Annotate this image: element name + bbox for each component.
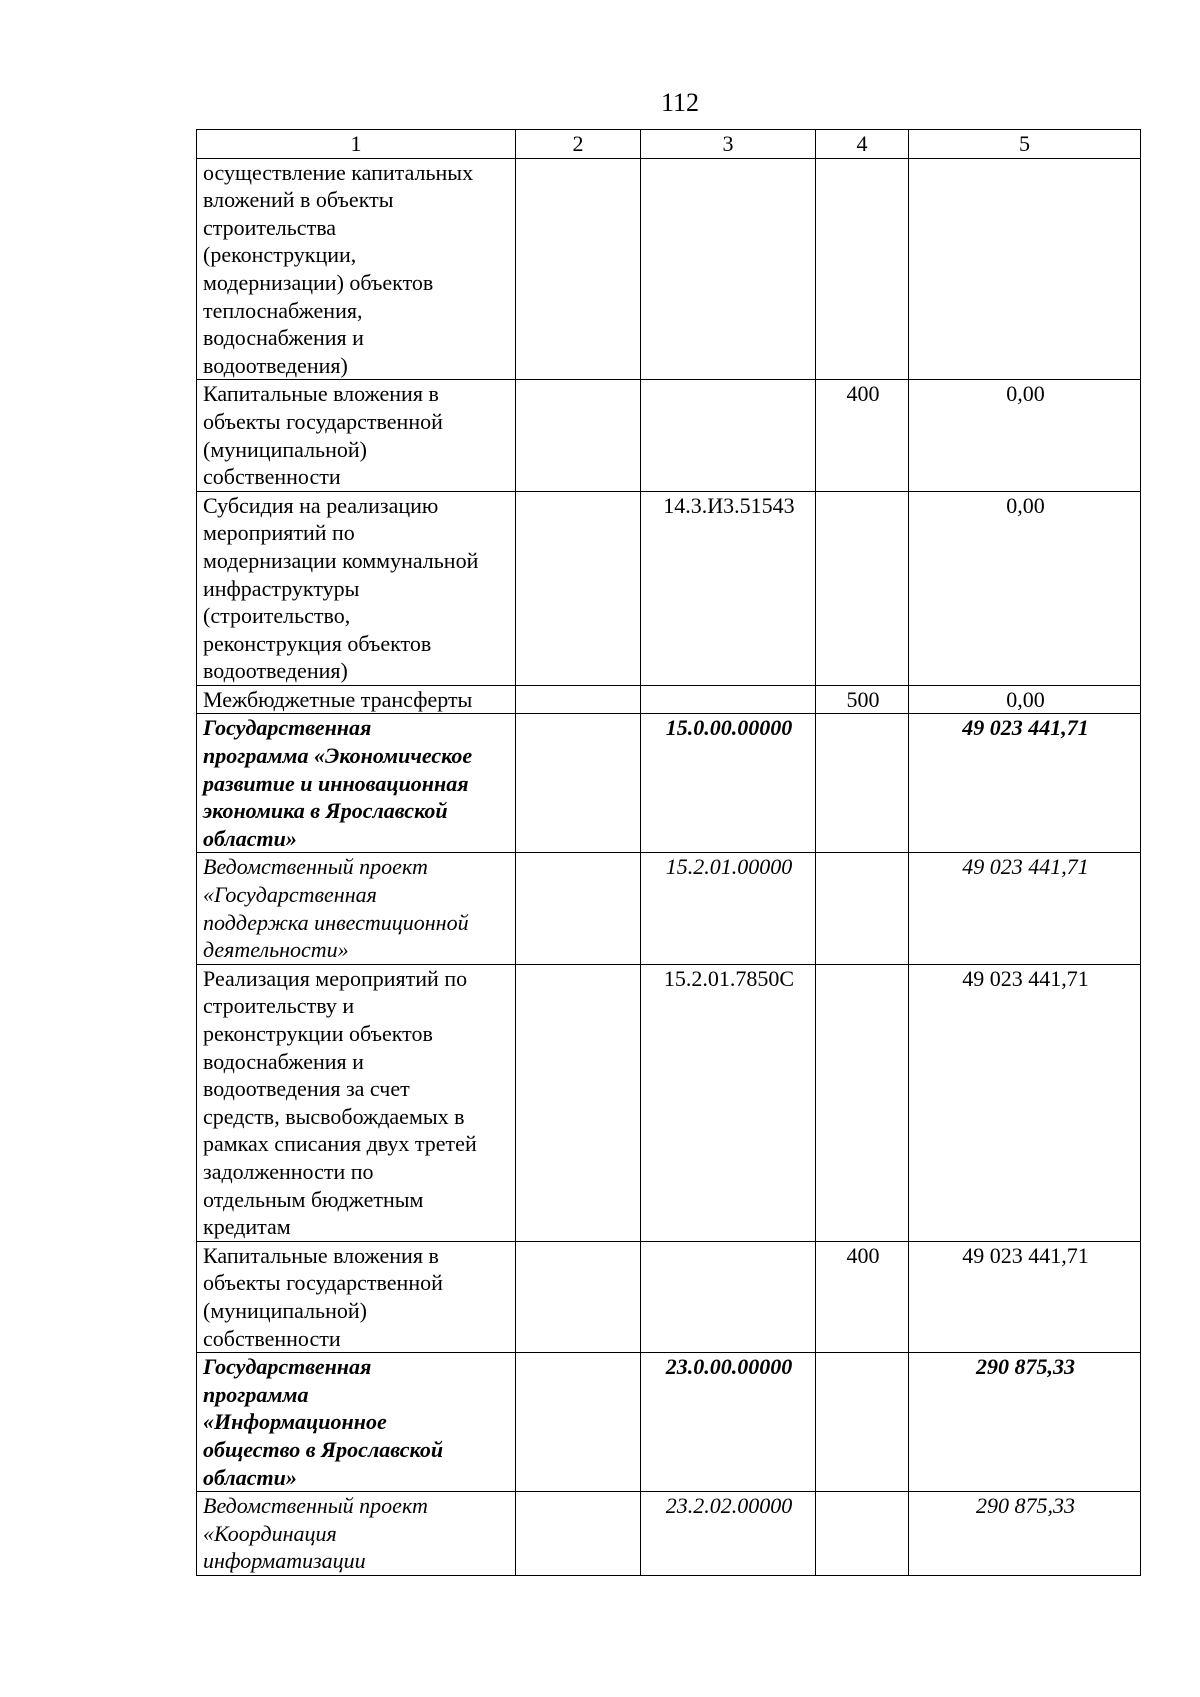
row-amount bbox=[909, 964, 1141, 1241]
row-name-text: Ведомственный проект «Государственная поддержка инвестиционной деятельности» bbox=[203, 854, 469, 963]
row-col-2 bbox=[516, 1241, 641, 1352]
row-amount bbox=[909, 714, 1141, 853]
row-amount-text: 49 023 441,71 bbox=[962, 1242, 1089, 1268]
row-expense-type bbox=[816, 491, 909, 685]
row-amount bbox=[909, 1492, 1141, 1576]
row-expense-type bbox=[816, 1353, 909, 1492]
row-program-code-text: 23.0.00.00000 bbox=[665, 1354, 793, 1380]
row-amount-text: 290 875,33 bbox=[976, 1354, 1075, 1380]
row-name-text: Межбюджетные трансферты bbox=[203, 686, 473, 712]
header-col-2: 2 bbox=[516, 130, 641, 159]
row-amount-text: 0,00 bbox=[1006, 492, 1045, 518]
row-col-2 bbox=[516, 1492, 641, 1576]
row-amount-text: 0,00 bbox=[1006, 686, 1045, 712]
row-program-code-text: 15.0.00.00000 bbox=[665, 715, 793, 741]
table-row bbox=[197, 853, 1141, 964]
row-expense-type bbox=[816, 685, 909, 714]
row-name-text: Государственная программа «Информационное общество в Ярославской области» bbox=[203, 1354, 444, 1490]
row-program-code bbox=[641, 158, 816, 380]
table-row bbox=[197, 1492, 1141, 1576]
table-row bbox=[197, 1353, 1141, 1492]
row-amount bbox=[909, 158, 1141, 380]
row-program-code bbox=[641, 1492, 816, 1576]
page-number: 112 bbox=[660, 88, 700, 117]
row-amount bbox=[909, 491, 1141, 685]
row-program-code bbox=[641, 1241, 816, 1352]
row-program-code-text: 15.2.01.7850С bbox=[663, 965, 795, 991]
row-amount bbox=[909, 685, 1141, 714]
table-row bbox=[197, 714, 1141, 853]
row-name bbox=[197, 853, 516, 964]
row-amount-text: 290 875,33 bbox=[976, 1493, 1075, 1519]
row-amount-text: 49 023 441,71 bbox=[962, 715, 1089, 741]
table-row bbox=[197, 1241, 1141, 1352]
row-program-code bbox=[641, 714, 816, 853]
row-name bbox=[197, 158, 516, 380]
row-expense-type-text: 400 bbox=[846, 1242, 880, 1268]
row-col-2 bbox=[516, 1353, 641, 1492]
row-program-code-text: 23.2.02.00000 bbox=[665, 1493, 793, 1519]
row-amount bbox=[909, 1353, 1141, 1492]
header-col-5: 5 bbox=[909, 130, 1141, 159]
row-expense-type bbox=[816, 853, 909, 964]
row-expense-type bbox=[816, 158, 909, 380]
row-name bbox=[197, 964, 516, 1241]
row-name-text: Капитальные вложения в объекты государственной (муниципальной) собственности bbox=[203, 1242, 443, 1351]
row-name-text: Ведомственный проект «Координация информатизации bbox=[203, 1493, 428, 1574]
row-name-text: Реализация мероприятий по строительству и реконструкции объектов водоснабжения и водоотведения за счет средств, высвобождаемых в рамках списания двух третей задолженности по отдельным бюджетным кредитам bbox=[203, 965, 477, 1240]
row-name bbox=[197, 1492, 516, 1576]
row-col-2 bbox=[516, 685, 641, 714]
row-amount bbox=[909, 380, 1141, 491]
row-program-code-text: 15.2.01.00000 bbox=[665, 854, 793, 880]
row-name bbox=[197, 380, 516, 491]
row-amount-text: 49 023 441,71 bbox=[962, 965, 1089, 991]
row-name bbox=[197, 685, 516, 714]
row-name-text: осуществление капитальных вложений в объекты строительства (реконструкции, модернизации) объектов теплоснабжения, водоснабжения и водоотведения) bbox=[203, 159, 474, 378]
row-program-code bbox=[641, 491, 816, 685]
row-program-code bbox=[641, 685, 816, 714]
row-col-2 bbox=[516, 158, 641, 380]
row-name-text: Капитальные вложения в объекты государственной (муниципальной) собственности bbox=[203, 381, 443, 490]
row-name bbox=[197, 1241, 516, 1352]
row-amount-text: 49 023 441,71 bbox=[962, 854, 1089, 880]
header-col-4: 4 bbox=[816, 130, 909, 159]
table-row bbox=[197, 685, 1141, 714]
row-name-text: Субсидия на реализацию мероприятий по модернизации коммунальной инфраструктуры (строительство, реконструкция объектов водоотведения) bbox=[203, 492, 479, 684]
row-name-text: Государственная программа «Экономическое развитие и инновационная экономика в Ярославской области» bbox=[203, 715, 473, 851]
header-col-3: 3 bbox=[641, 130, 816, 159]
table-row bbox=[197, 158, 1141, 380]
row-program-code bbox=[641, 853, 816, 964]
row-program-code bbox=[641, 964, 816, 1241]
row-amount bbox=[909, 1241, 1141, 1352]
table-row bbox=[197, 491, 1141, 685]
row-expense-type bbox=[816, 714, 909, 853]
row-name bbox=[197, 714, 516, 853]
row-program-code bbox=[641, 1353, 816, 1492]
row-col-2 bbox=[516, 853, 641, 964]
row-expense-type bbox=[816, 1241, 909, 1352]
row-amount-text: 0,00 bbox=[1006, 381, 1045, 407]
row-program-code-text: 14.3.И3.51543 bbox=[663, 492, 795, 518]
row-expense-type-text: 400 bbox=[846, 381, 880, 407]
row-col-2 bbox=[516, 964, 641, 1241]
row-name bbox=[197, 491, 516, 685]
header-col-1: 1 bbox=[197, 130, 516, 159]
row-expense-type bbox=[816, 1492, 909, 1576]
row-col-2 bbox=[516, 491, 641, 685]
row-amount bbox=[909, 853, 1141, 964]
row-name bbox=[197, 1353, 516, 1492]
row-col-2 bbox=[516, 380, 641, 491]
row-expense-type bbox=[816, 380, 909, 491]
row-col-2 bbox=[516, 714, 641, 853]
budget-table bbox=[196, 129, 1141, 1576]
budget-table-body bbox=[197, 130, 1141, 1576]
table-header-row bbox=[197, 130, 1141, 159]
row-expense-type bbox=[816, 964, 909, 1241]
table-row bbox=[197, 380, 1141, 491]
row-program-code bbox=[641, 380, 816, 491]
table-row bbox=[197, 964, 1141, 1241]
row-expense-type-text: 500 bbox=[846, 686, 880, 712]
